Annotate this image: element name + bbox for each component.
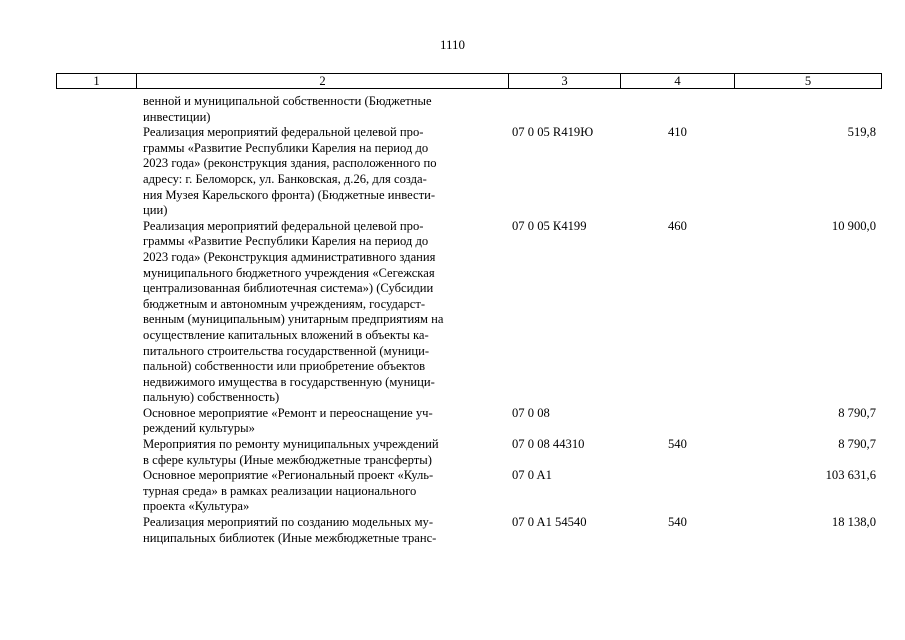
row-description: Основное мероприятие «Региональный проект «Куль- турная среда» в рамках реализации национального проекта «Культура»: [143, 468, 434, 514]
table-header-row: [56, 73, 882, 89]
row-amount: 103 631,6: [825, 468, 876, 483]
row-amount: 519,8: [847, 125, 876, 140]
row-code: 07 0 05 К4199: [512, 218, 587, 233]
table-row: [0, 406, 905, 437]
row-amount: 8 790,7: [838, 405, 876, 420]
table-row: [0, 468, 905, 515]
row-description: венной и муниципальной собственности (Бюджетные инвестиции): [143, 94, 432, 124]
table-row: [0, 437, 905, 468]
row-code: 07 0 05 R419Ю: [512, 125, 594, 140]
header-col-3: 3: [509, 74, 621, 88]
header-col-2: 2: [137, 74, 509, 88]
table-row: [0, 125, 905, 219]
row-amount: 10 900,0: [831, 218, 876, 233]
row-expense-type: 540: [668, 515, 687, 530]
table-row: [0, 219, 905, 406]
row-description: Реализация мероприятий федеральной целевой про- граммы «Развитие Республики Карелия на период до 2023 года» (Реконструкция административного здания муниципального бюджетного учреждения «Сегежская централизованная библиотечная система») (Субсидии бюджетным и автономным учреждениям, государст- венным (муниципальным) унитарным предприятиям на осуществление капитальных вложений в объекты ка- питального строительства государственной (муници- пальной) собственности или приобретение объектов недвижимого имущества в государственную (муници- пальную) собственность): [143, 218, 444, 405]
header-col-5: 5: [804, 74, 812, 88]
row-code: 07 0 A1 54540: [512, 515, 587, 530]
row-description: Реализация мероприятий по созданию модельных му- ниципальных библиотек (Иные межбюджетные транс-: [143, 515, 437, 545]
row-code: 07 0 08: [512, 405, 550, 420]
row-code: 07 0 08 44310: [512, 437, 585, 452]
table-row: [0, 515, 905, 546]
header-col-1: 1: [57, 74, 137, 88]
table-row: [0, 94, 905, 125]
header-col-4: 4: [621, 74, 735, 88]
table-body: [0, 94, 905, 546]
row-expense-type: 410: [668, 125, 687, 140]
row-amount: 8 790,7: [838, 437, 876, 452]
row-description: Мероприятия по ремонту муниципальных учреждений в сфере культуры (Иные межбюджетные трансферты): [143, 437, 439, 467]
row-description: Реализация мероприятий федеральной целевой про- граммы «Развитие Республики Карелия на период до 2023 года» (реконструкция здания, расположенного по адресу: г. Беломорск, ул. Банковская, д.26, для созда- ния Музея Карельского фронта) (Бюджетные инвести- ции): [143, 125, 437, 218]
page-number: 1110: [439, 37, 466, 52]
row-description: Основное мероприятие «Ремонт и переоснащение уч- реждений культуры»: [143, 405, 433, 436]
row-expense-type: 460: [668, 218, 687, 233]
row-amount: 18 138,0: [831, 515, 876, 530]
row-expense-type: 540: [668, 437, 687, 452]
row-code: 07 0 A1: [512, 468, 552, 483]
